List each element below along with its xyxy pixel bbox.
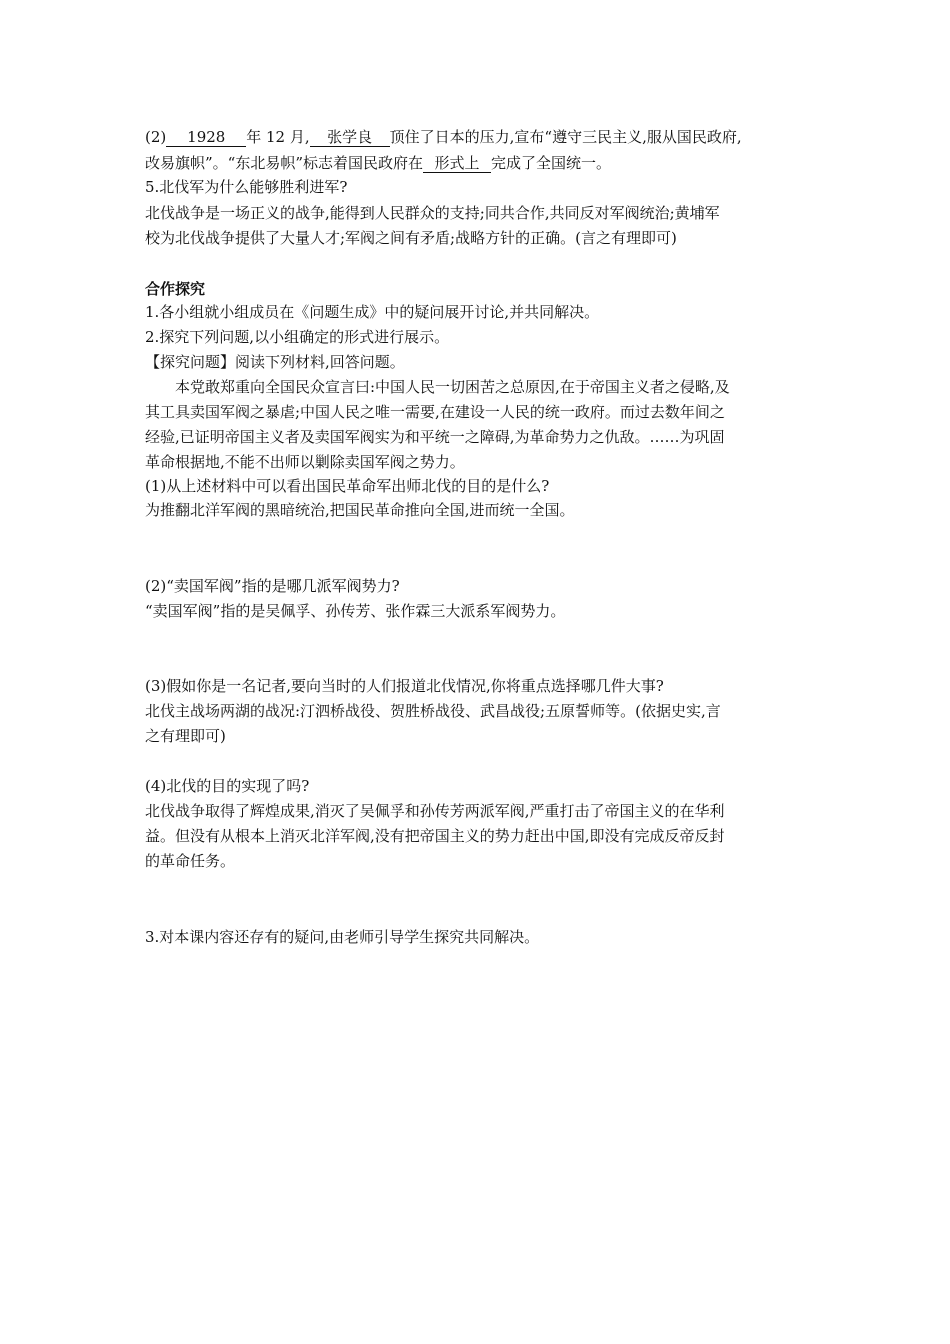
material-line-2: 其工具卖国军阀之暴虐;中国人民之唯一需要,在建设一人民的统一政府。而过去数年间之 [145,403,725,421]
sub-answer-3-line-2: 之有理即可) [145,727,226,745]
sub-answer-4-line-3: 的革命任务。 [145,852,236,870]
year-blank: 1928 [166,128,246,147]
q5-title: 5.北伐军为什么能够胜利进军? [145,178,348,196]
sub-answer-2: “卖国军阀”指的是吴佩孚、孙传芳、张作霖三大派系军阀势力。 [145,602,566,620]
coop-item-1: 1.各小组就小组成员在《问题生成》中的疑问展开讨论,并共同解决。 [145,303,600,321]
q2-line-2 [145,153,825,173]
q5-answer-line-2: 校为北伐战争提供了大量人才;军阀之间有矛盾;战略方针的正确。(言之有理即可) [145,229,677,247]
inquiry-prompt: 【探究问题】阅读下列材料,回答问题。 [145,353,405,371]
q2-text-3: 改易旗帜”。“东北易帜”标志着国民政府在 [145,154,424,172]
q2-text-2: 顶住了日本的压力,宣布“遵守三民主义,服从国民政府, [389,128,742,146]
material-line-4: 革命根据地,不能不出师以剿除卖国军阀之势力。 [145,453,465,471]
section-heading: 合作探究 [145,280,206,298]
sub-answer-3-line-1: 北伐主战场两湖的战况:汀泗桥战役、贺胜桥战役、武昌战役;五原誓师等。(依据史实,言 [145,702,721,720]
material-line-1: 本党敢郑重向全国民众宣言曰:中国人民一切困苦之总原因,在于帝国主义者之侵略,及 [175,378,730,396]
q5-answer-line-1: 北伐战争是一场正义的战争,能得到人民群众的支持;同共合作,共同反对军阀统治;黄埔军 [145,204,720,222]
person-blank: 张学良 [310,128,390,147]
sub-answer-4-line-2: 益。但没有从根本上消灭北洋军阀,没有把帝国主义的势力赶出中国,即没有完成反帝反封 [145,827,725,845]
coop-item-3: 3.对本课内容还存有的疑问,由老师引导学生探究共同解决。 [145,928,540,946]
q2-text-1: 年 12 月, [246,128,310,146]
q2-prefix: (2) [145,128,167,146]
sub-question-1: (1)从上述材料中可以看出国民革命军出师北伐的目的是什么? [145,477,550,495]
sub-question-2: (2)“卖国军阀”指的是哪几派军阀势力? [145,577,400,595]
sub-answer-1: 为推翻北洋军阀的黑暗统治,把国民革命推向全国,进而统一全国。 [145,501,575,519]
sub-question-4: (4)北伐的目的实现了吗? [145,777,310,795]
q2-text-4: 完成了全国统一。 [491,154,612,172]
q2-line-1 [145,127,825,147]
sub-question-3: (3)假如你是一名记者,要向当时的人们报道北伐情况,你将重点选择哪几件大事? [145,677,664,695]
material-line-3: 经验,已证明帝国主义者及卖国军阀实为和平统一之障碍,为革命势力之仇敌。……为巩固 [145,428,725,446]
sub-answer-4-line-1: 北伐战争取得了辉煌成果,消灭了吴佩孚和孙传芳两派军阀,严重打击了帝国主义的在华利 [145,802,725,820]
form-blank: 形式上 [423,154,491,173]
coop-item-2: 2.探究下列问题,以小组确定的形式进行展示。 [145,328,450,346]
